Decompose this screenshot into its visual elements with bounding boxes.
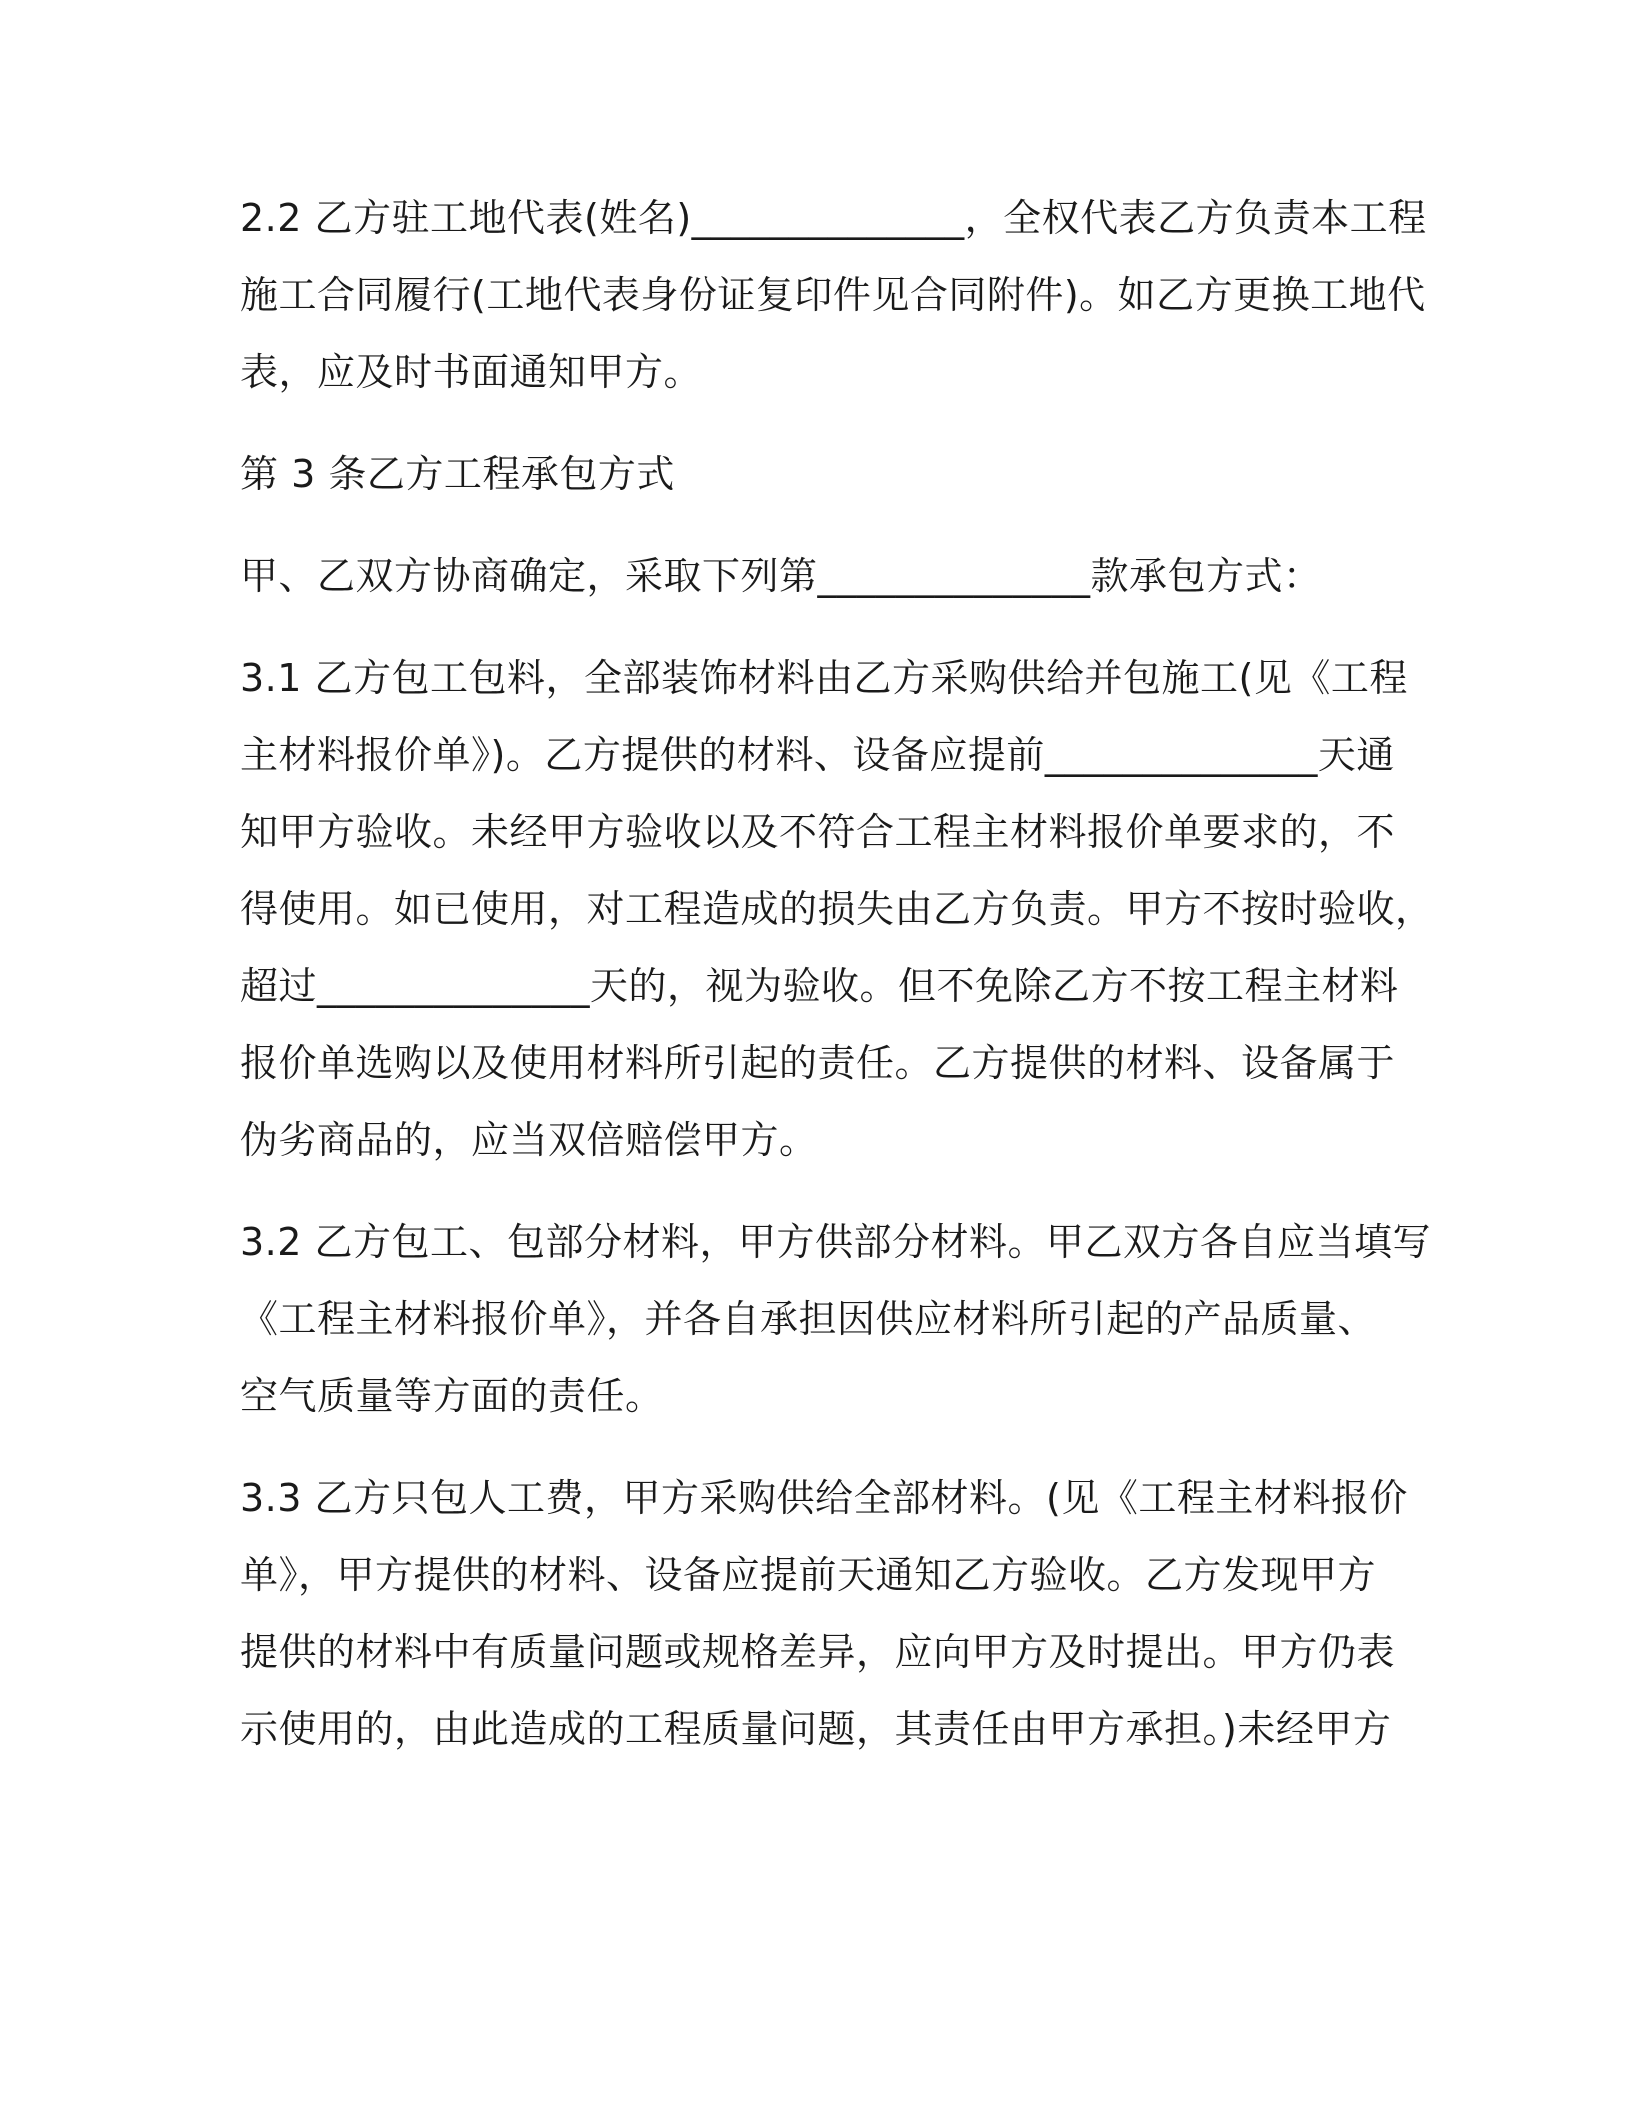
text-line: 2.2 乙方驻工地代表(姓名)______________，全权代表乙方负责本工程 — [240, 196, 1427, 240]
text-line: 3.3 乙方只包人工费，甲方采购供给全部材料。(见《工程主材料报价 — [240, 1476, 1408, 1520]
text-line: 超过______________天的，视为验收。但不免除乙方不按工程主材料 — [240, 964, 1399, 1008]
text-line: 单》，甲方提供的材料、设备应提前天通知乙方验收。乙方发现甲方 — [240, 1553, 1377, 1597]
clause-3-1-paragraph — [240, 640, 1434, 1179]
text-line: 报价单选购以及使用材料所引起的责任。乙方提供的材料、设备属于 — [240, 1041, 1396, 1085]
text-line: 得使用。如已使用，对工程造成的损失由乙方负责。甲方不按时验收， — [240, 887, 1434, 931]
article-3-intro-paragraph — [240, 538, 1395, 615]
text-line: 空气质量等方面的责任。 — [240, 1374, 664, 1418]
text-line: 甲、乙双方协商确定，采取下列第______________款承包方式： — [240, 554, 1322, 598]
text-line: 3.2 乙方包工、包部分材料，甲方供部分材料。甲乙双方各自应当填写 — [240, 1220, 1432, 1264]
article-3-heading — [240, 436, 1395, 513]
text-line: 提供的材料中有质量问题或规格差异，应向甲方及时提出。甲方仍表 — [240, 1630, 1396, 1674]
text-line: 3.1 乙方包工包料，全部装饰材料由乙方采购供给并包施工(见《工程 — [240, 656, 1408, 700]
clause-3-2-paragraph — [240, 1204, 1432, 1435]
text-line: 表，应及时书面通知甲方。 — [240, 350, 703, 394]
paragraph-gap — [240, 1435, 1395, 1460]
clause-2-2-paragraph — [240, 180, 1427, 411]
paragraph-gap — [240, 615, 1395, 640]
document-body — [240, 180, 1434, 1768]
text-line: 伪劣商品的，应当双倍赔偿甲方。 — [240, 1118, 818, 1162]
text-line: 《工程主材料报价单》，并各自承担因供应材料所引起的产品质量、 — [240, 1297, 1377, 1341]
paragraph-gap — [240, 1179, 1395, 1204]
text-line: 第 3 条乙方工程承包方式 — [240, 452, 675, 496]
text-line: 示使用的，由此造成的工程质量问题，其责任由甲方承担。)未经甲方 — [240, 1707, 1392, 1751]
text-line: 施工合同履行(工地代表身份证复印件见合同附件)。如乙方更换工地代 — [240, 273, 1426, 317]
text-line: 主材料报价单》)。乙方提供的材料、设备应提前______________天通 — [240, 733, 1395, 777]
paragraph-gap — [240, 411, 1395, 436]
paragraph-gap — [240, 513, 1395, 538]
text-line: 知甲方验收。未经甲方验收以及不符合工程主材料报价单要求的，不 — [240, 810, 1396, 854]
clause-3-3-paragraph — [240, 1460, 1408, 1768]
